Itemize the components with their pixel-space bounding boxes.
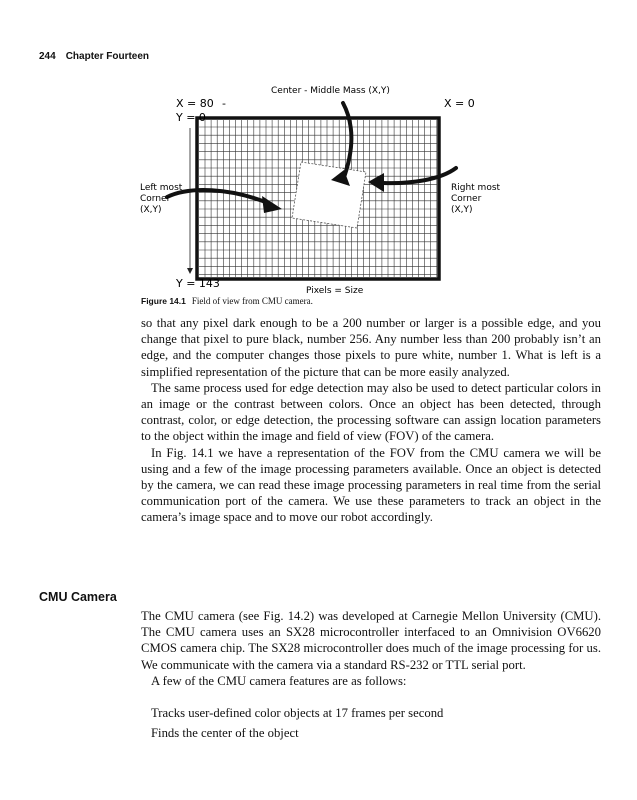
body-text	[141, 315, 601, 526]
label-y-top: Y = 0	[176, 111, 206, 124]
y-axis-arrowhead	[187, 268, 193, 274]
figure-label: Figure 14.1	[141, 296, 186, 306]
label-rightmost-3: (X,Y)	[451, 205, 473, 215]
figure-caption	[141, 296, 313, 306]
page-number: 244	[39, 51, 56, 62]
paragraph: The CMU camera (see Fig. 14.2) was developed at Carnegie Mellon University (CMU). The CMU camera uses an SX28 microcontroller interfaced to an Omnivision OV6620 CMOS camera chip. The SX28 microcontroller does much of the image processing for us. We communicate with the camera via a standard RS-232 or TTL serial port.	[141, 609, 601, 672]
label-leftmost-3: (X,Y)	[140, 205, 162, 215]
list-item: Tracks user-defined color objects at 17 frames per second	[151, 706, 444, 720]
label-rightmost-1: Right most	[451, 183, 501, 193]
label-leftmost-1: Left most	[140, 183, 183, 193]
label-y-bottom: Y = 143	[176, 277, 220, 290]
paragraph: The same process used for edge detection may also be used to detect particular colors in an image or the contrast between colors. Once an object has been detected, through contrast, color, or edge detection, the processing software can assign location parameters to the object within the image and field of view (FOV) of the camera.	[141, 380, 601, 444]
label-center: Center - Middle Mass (X,Y)	[271, 86, 390, 96]
section-body	[141, 608, 601, 689]
label-rightmost-2: Corner	[451, 194, 482, 204]
label-x-left-dash: -	[222, 97, 226, 110]
paragraph: so that any pixel dark enough to be a 200 number or larger is a possible edge, and you change that pixel to pure black, number 256. Any number less than 200 probably isn’t an edge, and the computer changes those pixels to pure white, number 1. What is left is a simplified representation of the picture that can be more easily analyzed.	[141, 316, 601, 379]
paragraph: A few of the CMU camera features are as follows:	[151, 673, 407, 688]
figure-caption-text: Field of view from CMU camera.	[191, 296, 313, 306]
feature-list	[151, 703, 443, 743]
paragraph: In Fig. 14.1 we have a representation of the FOV from the CMU camera we will be using and a few of the image processing parameters available. Once an object is detected by the camera, we can read these image processing parameters in real time from the serial communication port of the camera. We use these parameters to track an object in the camera’s image space and to move our robot accordingly.	[141, 445, 601, 525]
list-item: Finds the center of the object	[151, 726, 299, 740]
label-x-right: X = 0	[444, 97, 475, 110]
label-x-left: X = 80	[176, 97, 214, 110]
label-pixels: Pixels = Size	[306, 286, 364, 296]
label-leftmost-2: Corner	[140, 194, 171, 204]
section-heading: CMU Camera	[39, 590, 117, 604]
chapter-title: Chapter Fourteen	[65, 51, 150, 62]
detected-object	[292, 162, 366, 228]
